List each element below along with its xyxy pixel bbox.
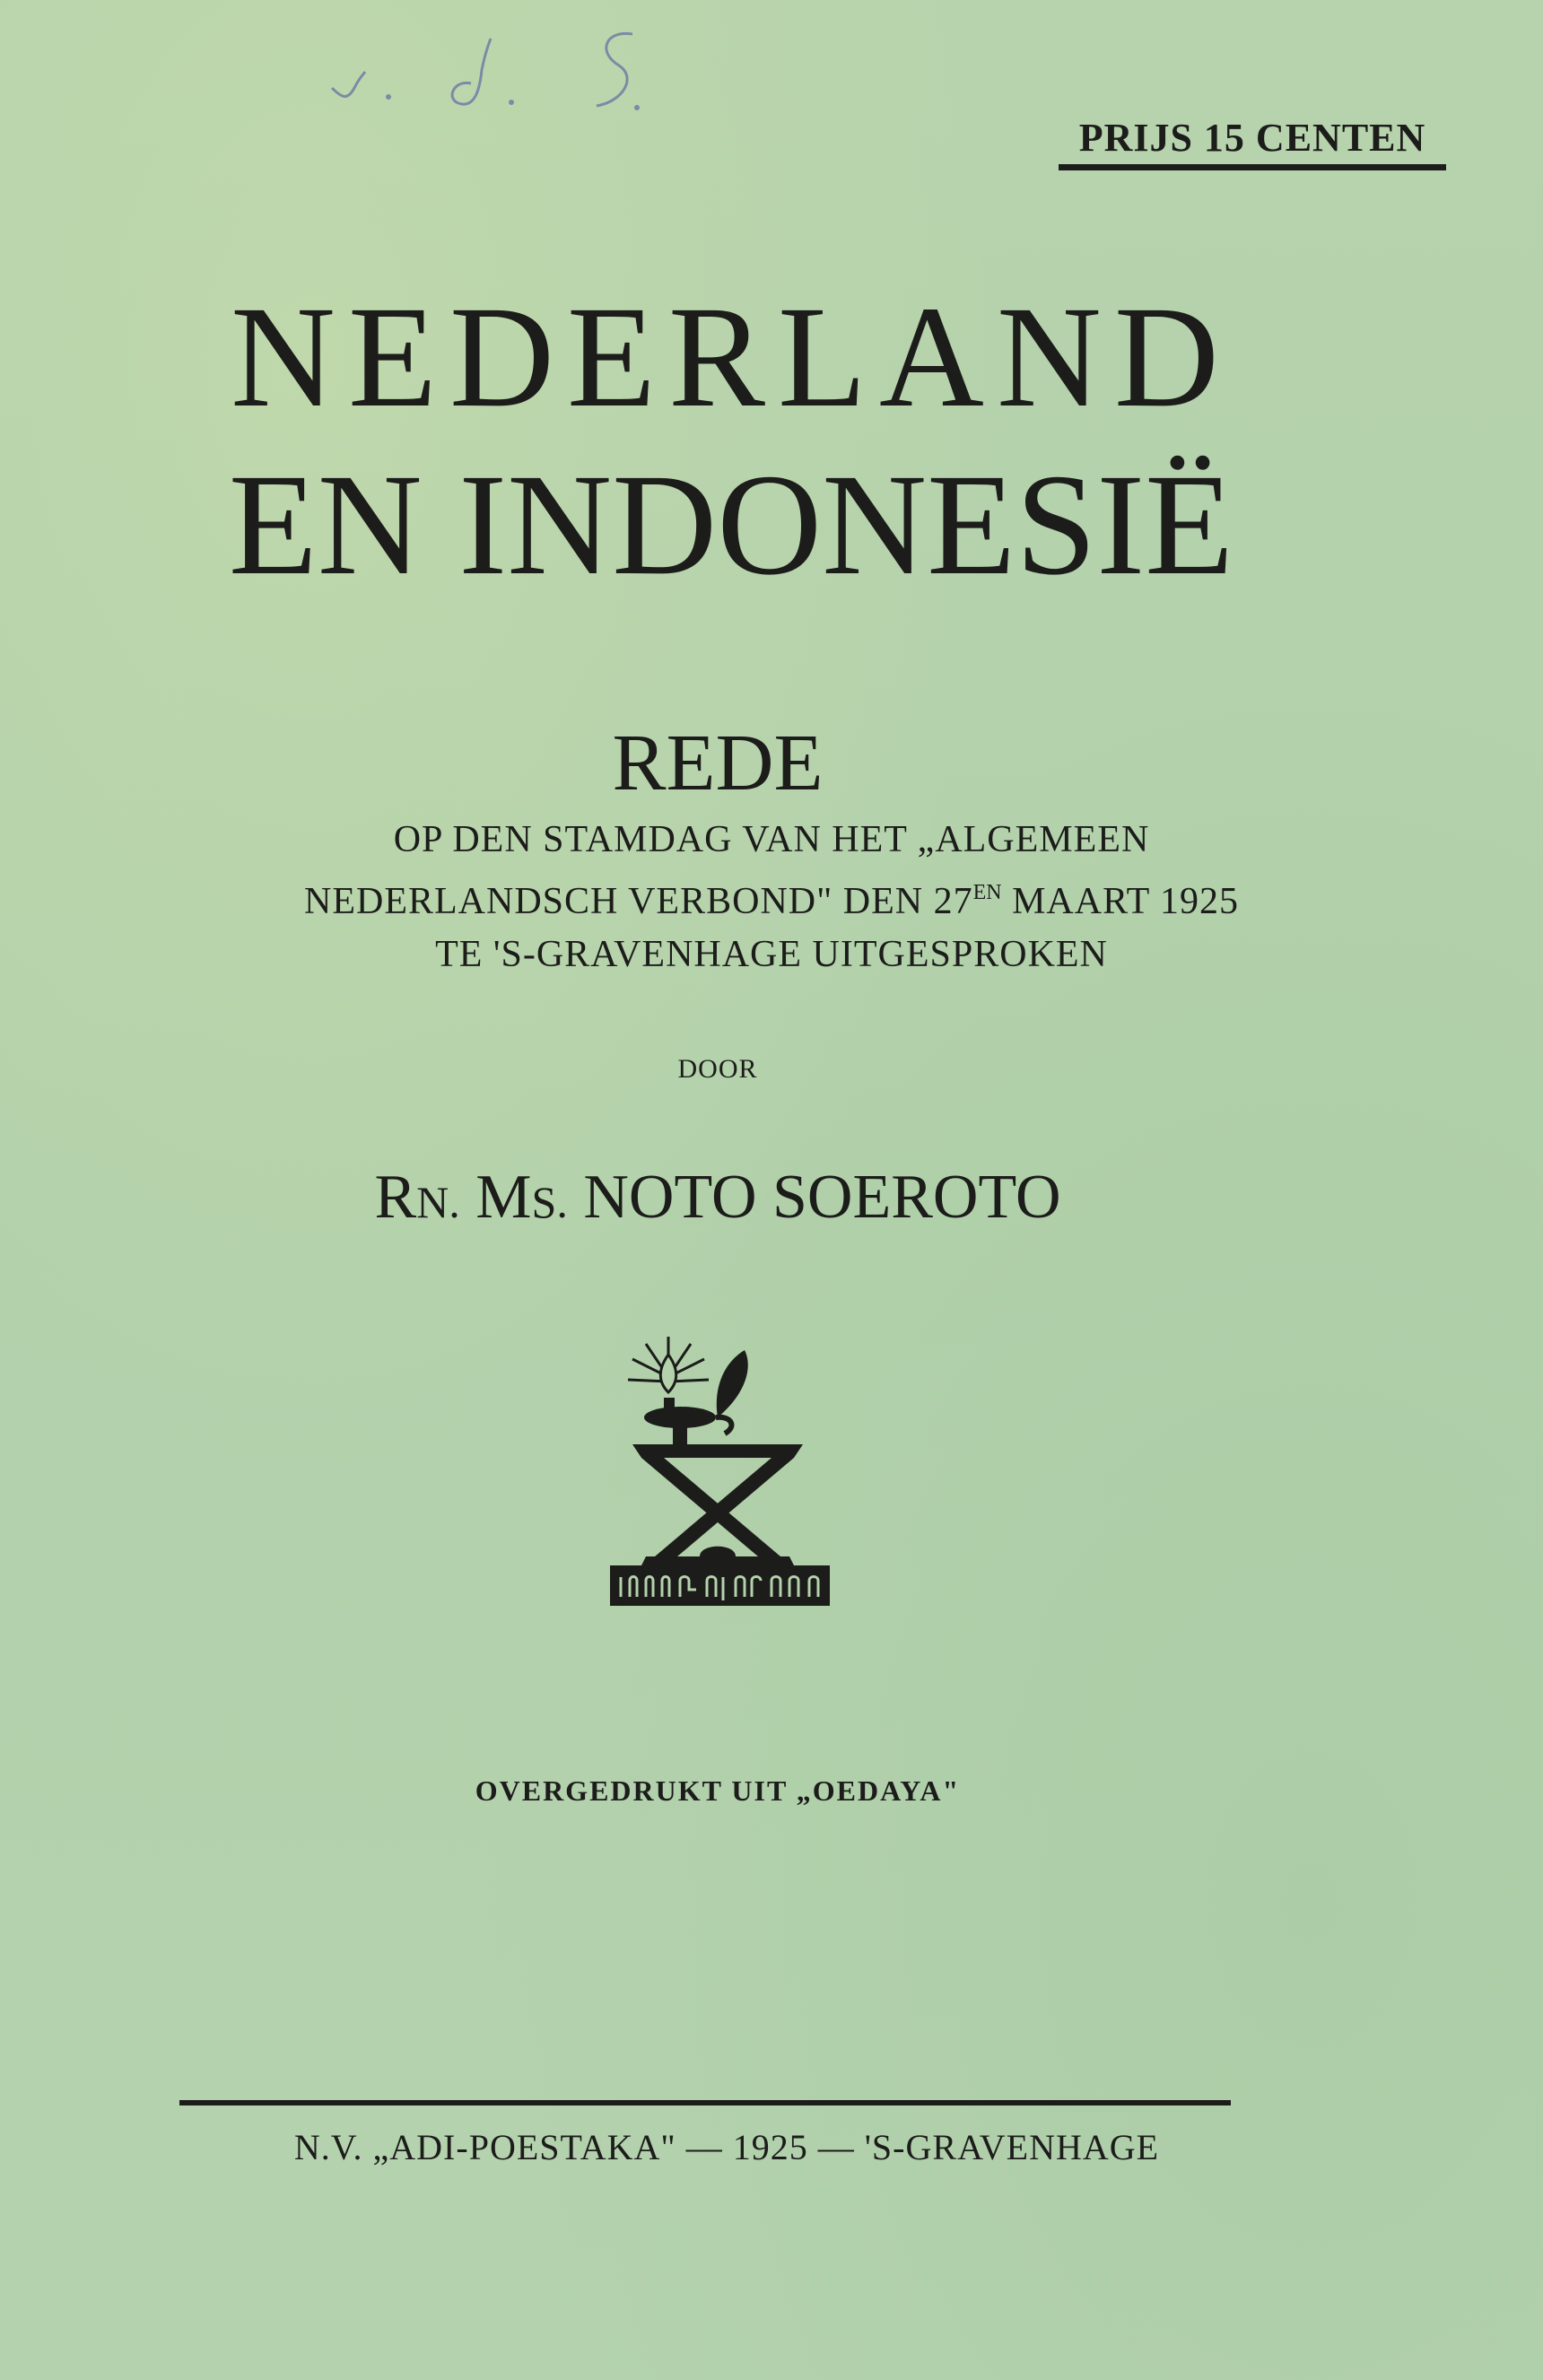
author-title-2-rest: S. bbox=[531, 1177, 568, 1227]
subtitle-heading: REDE bbox=[612, 719, 824, 807]
author-title-2-initial: M bbox=[475, 1163, 532, 1232]
by-label: DOOR bbox=[677, 1054, 758, 1084]
subtitle-line-2 bbox=[135, 882, 1408, 920]
title-line-1: NEDERLAND bbox=[231, 277, 1232, 438]
ordinal-suffix: EN bbox=[972, 881, 1002, 904]
divider bbox=[179, 2100, 1231, 2105]
author-title-1-rest: N. bbox=[416, 1177, 460, 1227]
title-line-2: EN INDONESIË bbox=[228, 445, 1234, 606]
author-name bbox=[269, 1163, 1166, 1232]
reprint-note: OVERGEDRUKT UIT „OEDAYA" bbox=[475, 1774, 961, 1807]
subtitle-line-3: TE 'S-GRAVENHAGE UITGESPROKEN bbox=[435, 934, 1108, 975]
oil-lamp-emblem-icon bbox=[610, 1328, 830, 1606]
subtitle-line-1: OP DEN STAMDAG VAN HET „ALGEMEEN bbox=[393, 819, 1150, 860]
author-title-1-initial: R bbox=[374, 1163, 417, 1232]
author-surname: NOTO SOEROTO bbox=[583, 1163, 1061, 1232]
subtitle-line-2-start: NEDERLANDSCH VERBOND" DEN 27 bbox=[304, 881, 973, 922]
handwritten-signature bbox=[327, 25, 704, 124]
price-label: PRIJS 15 CENTEN bbox=[1059, 115, 1446, 170]
subtitle-line-2-end: MAART 1925 bbox=[1001, 881, 1239, 922]
publisher-imprint: N.V. „ADI-POESTAKA" — 1925 — 'S-GRAVENHAGE bbox=[293, 2127, 1160, 2167]
